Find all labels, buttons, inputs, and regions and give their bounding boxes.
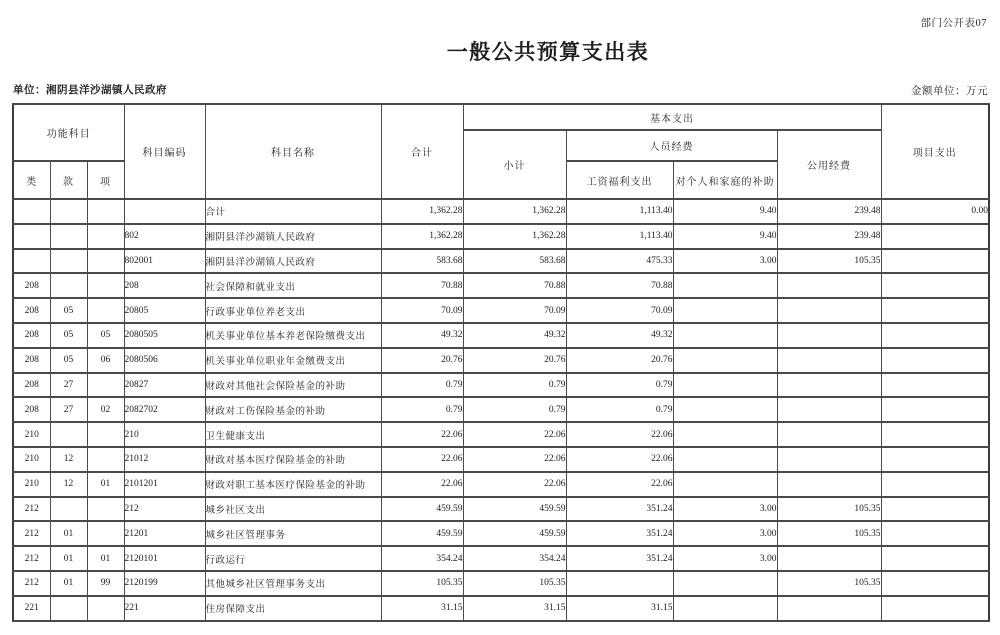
cell-subject-code: 802 bbox=[124, 224, 205, 249]
header-wage-welfare: 工资福利支出 bbox=[566, 161, 673, 199]
cell-subject-code: 2082702 bbox=[124, 397, 205, 422]
cell-section: 01 bbox=[50, 571, 87, 596]
cell-item: 05 bbox=[87, 323, 124, 348]
cell-individual-subsidy bbox=[673, 571, 777, 596]
cell-subject-code: 221 bbox=[124, 596, 205, 621]
cell-section: 05 bbox=[50, 323, 87, 348]
cell-project-expenditure bbox=[881, 422, 989, 447]
cell-subtotal: 0.79 bbox=[463, 373, 566, 398]
cell-subject-code bbox=[124, 199, 205, 224]
header-personnel-funds: 人员经费 bbox=[566, 130, 777, 161]
header-row-1 bbox=[13, 104, 989, 130]
cell-wage-welfare: 22.06 bbox=[566, 447, 673, 472]
cell-subject-name: 行政事业单位养老支出 bbox=[205, 298, 381, 323]
cell-category: 208 bbox=[13, 323, 50, 348]
cell-subject-code: 2101201 bbox=[124, 472, 205, 497]
cell-public-funds bbox=[777, 422, 881, 447]
cell-subject-name: 城乡社区管理事务 bbox=[205, 521, 381, 546]
table-row bbox=[13, 422, 989, 447]
cell-subject-name: 财政对职工基本医疗保险基金的补助 bbox=[205, 472, 381, 497]
cell-public-funds bbox=[777, 373, 881, 398]
cell-public-funds: 239.48 bbox=[777, 199, 881, 224]
cell-wage-welfare: 1,113.40 bbox=[566, 224, 673, 249]
cell-subtotal: 583.68 bbox=[463, 249, 566, 274]
cell-subtotal: 459.59 bbox=[463, 497, 566, 522]
cell-subject-name: 湘阴县洋沙湖镇人民政府 bbox=[205, 224, 381, 249]
cell-public-funds: 105.35 bbox=[777, 521, 881, 546]
cell-item bbox=[87, 596, 124, 621]
cell-wage-welfare: 475.33 bbox=[566, 249, 673, 274]
header-subtotal: 小计 bbox=[463, 130, 566, 199]
cell-subject-name: 合计 bbox=[205, 199, 381, 224]
cell-wage-welfare: 351.24 bbox=[566, 546, 673, 571]
cell-total: 459.59 bbox=[381, 521, 463, 546]
table-row bbox=[13, 546, 989, 571]
budget-table bbox=[12, 103, 990, 622]
cell-section: 12 bbox=[50, 447, 87, 472]
cell-individual-subsidy bbox=[673, 298, 777, 323]
cell-individual-subsidy bbox=[673, 596, 777, 621]
cell-section: 01 bbox=[50, 521, 87, 546]
table-row bbox=[13, 571, 989, 596]
cell-total: 70.09 bbox=[381, 298, 463, 323]
cell-item bbox=[87, 373, 124, 398]
cell-item: 99 bbox=[87, 571, 124, 596]
header-subject-code: 科目编码 bbox=[124, 104, 205, 199]
cell-public-funds bbox=[777, 298, 881, 323]
cell-section: 27 bbox=[50, 397, 87, 422]
cell-section bbox=[50, 273, 87, 298]
cell-subject-name: 机关事业单位职业年金缴费支出 bbox=[205, 348, 381, 373]
cell-subtotal: 105.35 bbox=[463, 571, 566, 596]
cell-category: 208 bbox=[13, 373, 50, 398]
cell-total: 1,362.28 bbox=[381, 199, 463, 224]
table-row bbox=[13, 249, 989, 274]
cell-item: 02 bbox=[87, 397, 124, 422]
cell-individual-subsidy bbox=[673, 373, 777, 398]
cell-project-expenditure bbox=[881, 546, 989, 571]
cell-subject-name: 其他城乡社区管理事务支出 bbox=[205, 571, 381, 596]
cell-individual-subsidy: 3.00 bbox=[673, 546, 777, 571]
cell-category bbox=[13, 249, 50, 274]
cell-total: 31.15 bbox=[381, 596, 463, 621]
cell-category bbox=[13, 224, 50, 249]
cell-category: 210 bbox=[13, 422, 50, 447]
cell-total: 22.06 bbox=[381, 422, 463, 447]
cell-category: 208 bbox=[13, 348, 50, 373]
table-row bbox=[13, 348, 989, 373]
cell-individual-subsidy bbox=[673, 397, 777, 422]
cell-individual-subsidy: 3.00 bbox=[673, 497, 777, 522]
cell-subtotal: 0.79 bbox=[463, 397, 566, 422]
cell-category: 208 bbox=[13, 397, 50, 422]
header-category: 类 bbox=[13, 161, 50, 199]
cell-project-expenditure bbox=[881, 397, 989, 422]
header-basic-expenditure: 基本支出 bbox=[463, 104, 881, 130]
header-individual-family-subsidy: 对个人和家庭的补助 bbox=[673, 161, 777, 199]
cell-project-expenditure bbox=[881, 348, 989, 373]
cell-public-funds: 239.48 bbox=[777, 224, 881, 249]
table-row bbox=[13, 298, 989, 323]
doc-label: 部门公开表07 bbox=[920, 18, 987, 29]
cell-category: 212 bbox=[13, 546, 50, 571]
cell-wage-welfare: 0.79 bbox=[566, 397, 673, 422]
cell-subtotal: 70.88 bbox=[463, 273, 566, 298]
cell-section: 01 bbox=[50, 546, 87, 571]
cell-project-expenditure bbox=[881, 373, 989, 398]
cell-subject-code: 208 bbox=[124, 273, 205, 298]
cell-item bbox=[87, 298, 124, 323]
cell-subject-name: 财政对工伤保险基金的补助 bbox=[205, 397, 381, 422]
cell-wage-welfare: 31.15 bbox=[566, 596, 673, 621]
header-public-funds: 公用经费 bbox=[777, 130, 881, 199]
table-row bbox=[13, 199, 989, 224]
cell-section bbox=[50, 596, 87, 621]
cell-wage-welfare bbox=[566, 571, 673, 596]
cell-public-funds: 105.35 bbox=[777, 497, 881, 522]
cell-section bbox=[50, 199, 87, 224]
cell-subject-code: 212 bbox=[124, 497, 205, 522]
cell-section: 12 bbox=[50, 472, 87, 497]
cell-project-expenditure: 0.00 bbox=[881, 199, 989, 224]
cell-wage-welfare: 1,113.40 bbox=[566, 199, 673, 224]
table-row bbox=[13, 472, 989, 497]
cell-total: 22.06 bbox=[381, 472, 463, 497]
cell-individual-subsidy bbox=[673, 323, 777, 348]
cell-wage-welfare: 22.06 bbox=[566, 422, 673, 447]
cell-item: 01 bbox=[87, 472, 124, 497]
cell-public-funds bbox=[777, 397, 881, 422]
title-row bbox=[0, 36, 1000, 66]
cell-individual-subsidy bbox=[673, 348, 777, 373]
cell-category bbox=[13, 199, 50, 224]
cell-item: 01 bbox=[87, 546, 124, 571]
cell-category: 212 bbox=[13, 571, 50, 596]
table-row bbox=[13, 273, 989, 298]
cell-public-funds bbox=[777, 447, 881, 472]
cell-subject-code: 2120101 bbox=[124, 546, 205, 571]
table-row bbox=[13, 323, 989, 348]
cell-total: 70.88 bbox=[381, 273, 463, 298]
cell-project-expenditure bbox=[881, 521, 989, 546]
amount-unit-label: 金额单位：万元 bbox=[911, 86, 988, 97]
header-item: 项 bbox=[87, 161, 124, 199]
cell-category: 210 bbox=[13, 472, 50, 497]
cell-section bbox=[50, 249, 87, 274]
cell-category: 212 bbox=[13, 521, 50, 546]
cell-item bbox=[87, 521, 124, 546]
table-row bbox=[13, 521, 989, 546]
cell-project-expenditure bbox=[881, 249, 989, 274]
cell-subject-name: 财政对其他社会保险基金的补助 bbox=[205, 373, 381, 398]
cell-wage-welfare: 20.76 bbox=[566, 348, 673, 373]
cell-project-expenditure bbox=[881, 224, 989, 249]
cell-subject-code: 2120199 bbox=[124, 571, 205, 596]
cell-project-expenditure bbox=[881, 596, 989, 621]
table-row bbox=[13, 447, 989, 472]
cell-total: 1,362.28 bbox=[381, 224, 463, 249]
cell-public-funds bbox=[777, 596, 881, 621]
cell-subject-code: 21012 bbox=[124, 447, 205, 472]
cell-item: 06 bbox=[87, 348, 124, 373]
cell-project-expenditure bbox=[881, 298, 989, 323]
cell-section bbox=[50, 497, 87, 522]
cell-item bbox=[87, 497, 124, 522]
cell-category: 208 bbox=[13, 273, 50, 298]
cell-total: 0.79 bbox=[381, 373, 463, 398]
table-row bbox=[13, 397, 989, 422]
cell-wage-welfare: 351.24 bbox=[566, 497, 673, 522]
header-subject-name: 科目名称 bbox=[205, 104, 381, 199]
cell-subtotal: 20.76 bbox=[463, 348, 566, 373]
cell-public-funds: 105.35 bbox=[777, 571, 881, 596]
cell-item bbox=[87, 249, 124, 274]
cell-subject-code: 20805 bbox=[124, 298, 205, 323]
cell-subtotal: 70.09 bbox=[463, 298, 566, 323]
cell-total: 583.68 bbox=[381, 249, 463, 274]
table-row bbox=[13, 497, 989, 522]
cell-subject-code: 210 bbox=[124, 422, 205, 447]
cell-total: 22.06 bbox=[381, 447, 463, 472]
cell-subtotal: 1,362.28 bbox=[463, 199, 566, 224]
cell-individual-subsidy bbox=[673, 472, 777, 497]
header-functional-subject: 功能科目 bbox=[13, 104, 124, 161]
cell-project-expenditure bbox=[881, 273, 989, 298]
cell-subject-name: 行政运行 bbox=[205, 546, 381, 571]
header-section: 款 bbox=[50, 161, 87, 199]
cell-subject-name: 机关事业单位基本养老保险缴费支出 bbox=[205, 323, 381, 348]
cell-project-expenditure bbox=[881, 497, 989, 522]
cell-section bbox=[50, 224, 87, 249]
cell-project-expenditure bbox=[881, 323, 989, 348]
cell-section: 05 bbox=[50, 348, 87, 373]
cell-individual-subsidy bbox=[673, 273, 777, 298]
cell-subtotal: 354.24 bbox=[463, 546, 566, 571]
table-row bbox=[13, 373, 989, 398]
cell-subtotal: 49.32 bbox=[463, 323, 566, 348]
cell-individual-subsidy bbox=[673, 422, 777, 447]
cell-wage-welfare: 22.06 bbox=[566, 472, 673, 497]
cell-subtotal: 1,362.28 bbox=[463, 224, 566, 249]
cell-subject-name: 住房保障支出 bbox=[205, 596, 381, 621]
cell-section: 27 bbox=[50, 373, 87, 398]
cell-subject-name: 卫生健康支出 bbox=[205, 422, 381, 447]
cell-section bbox=[50, 422, 87, 447]
cell-project-expenditure bbox=[881, 472, 989, 497]
header-total: 合计 bbox=[381, 104, 463, 199]
cell-project-expenditure bbox=[881, 447, 989, 472]
cell-subtotal: 22.06 bbox=[463, 422, 566, 447]
cell-section: 05 bbox=[50, 298, 87, 323]
cell-category: 221 bbox=[13, 596, 50, 621]
cell-public-funds: 105.35 bbox=[777, 249, 881, 274]
cell-public-funds bbox=[777, 273, 881, 298]
cell-subject-name: 湘阴县洋沙湖镇人民政府 bbox=[205, 249, 381, 274]
cell-subtotal: 459.59 bbox=[463, 521, 566, 546]
cell-subject-name: 社会保障和就业支出 bbox=[205, 273, 381, 298]
cell-total: 20.76 bbox=[381, 348, 463, 373]
cell-subject-name: 财政对基本医疗保险基金的补助 bbox=[205, 447, 381, 472]
cell-subtotal: 22.06 bbox=[463, 472, 566, 497]
cell-individual-subsidy: 3.00 bbox=[673, 521, 777, 546]
cell-subject-code: 2080506 bbox=[124, 348, 205, 373]
cell-public-funds bbox=[777, 348, 881, 373]
cell-wage-welfare: 70.09 bbox=[566, 298, 673, 323]
cell-subject-code: 21201 bbox=[124, 521, 205, 546]
cell-subject-name: 城乡社区支出 bbox=[205, 497, 381, 522]
cell-item bbox=[87, 224, 124, 249]
cell-wage-welfare: 70.88 bbox=[566, 273, 673, 298]
cell-category: 212 bbox=[13, 497, 50, 522]
cell-subject-code: 2080505 bbox=[124, 323, 205, 348]
cell-subject-code: 802001 bbox=[124, 249, 205, 274]
unit-label: 单位：湘阴县洋沙湖镇人民政府 bbox=[13, 85, 167, 96]
cell-total: 354.24 bbox=[381, 546, 463, 571]
cell-total: 459.59 bbox=[381, 497, 463, 522]
cell-wage-welfare: 0.79 bbox=[566, 373, 673, 398]
cell-item bbox=[87, 422, 124, 447]
cell-individual-subsidy: 9.40 bbox=[673, 224, 777, 249]
page-title: 一般公共预算支出表 bbox=[446, 40, 650, 64]
cell-public-funds bbox=[777, 472, 881, 497]
cell-item bbox=[87, 273, 124, 298]
cell-public-funds bbox=[777, 323, 881, 348]
table-row bbox=[13, 596, 989, 621]
header-project-expenditure: 项目支出 bbox=[881, 104, 989, 199]
cell-item bbox=[87, 447, 124, 472]
cell-subject-code: 20827 bbox=[124, 373, 205, 398]
cell-wage-welfare: 49.32 bbox=[566, 323, 673, 348]
cell-public-funds bbox=[777, 546, 881, 571]
cell-individual-subsidy bbox=[673, 447, 777, 472]
cell-category: 208 bbox=[13, 298, 50, 323]
cell-subtotal: 22.06 bbox=[463, 447, 566, 472]
cell-project-expenditure bbox=[881, 571, 989, 596]
cell-category: 210 bbox=[13, 447, 50, 472]
cell-total: 0.79 bbox=[381, 397, 463, 422]
cell-total: 49.32 bbox=[381, 323, 463, 348]
cell-individual-subsidy: 9.40 bbox=[673, 199, 777, 224]
table-row bbox=[13, 224, 989, 249]
cell-item bbox=[87, 199, 124, 224]
cell-wage-welfare: 351.24 bbox=[566, 521, 673, 546]
cell-total: 105.35 bbox=[381, 571, 463, 596]
cell-subtotal: 31.15 bbox=[463, 596, 566, 621]
cell-individual-subsidy: 3.00 bbox=[673, 249, 777, 274]
